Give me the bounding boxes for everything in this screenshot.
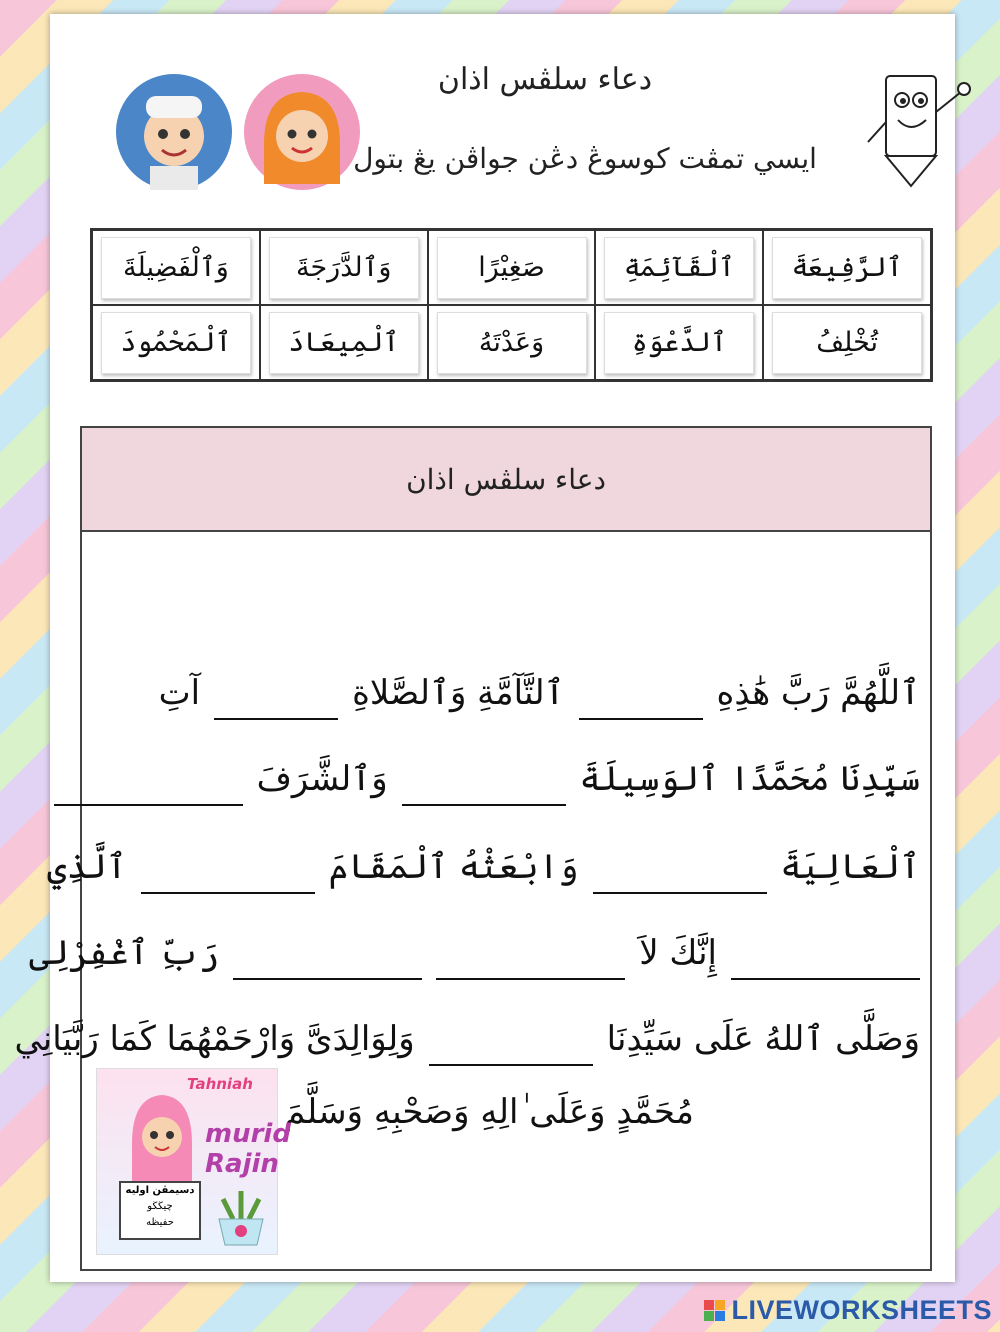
worksheet-title: دعاء سلڤس اذان	[437, 62, 653, 97]
line-text: إِنَّكَ لاَ	[639, 933, 717, 973]
word-bank-cell	[428, 305, 596, 380]
line-text: رَبِّ ٱغْفِرْلِى	[29, 933, 220, 973]
word-bank-cell	[260, 230, 428, 305]
word-chip[interactable]: وَٱلْفَضِيلَةَ	[101, 237, 251, 299]
line-text: آتِ	[158, 673, 201, 713]
word-bank-cell	[92, 305, 260, 380]
answer-blank-8[interactable]	[436, 942, 625, 980]
exercise-heading: دعاء سلڤس اذان	[82, 428, 930, 532]
word-chip[interactable]: ٱلْمِيعَادَ	[269, 312, 419, 374]
word-chip[interactable]: ٱلرَّفِيعَةَ	[772, 237, 922, 299]
exercise-line-1	[159, 672, 920, 720]
exercise-line-6	[284, 1092, 694, 1132]
line-text: وَٱلشَّرَفَ	[256, 759, 388, 799]
answer-blank-9[interactable]	[233, 942, 422, 980]
logo-brand2-text: murid Rajin	[205, 1119, 291, 1179]
line-text: وَلِوَالِدَىَّ وَارْحَمْهُمَا كَمَا رَبَّيَانِي	[14, 1019, 415, 1059]
exercise-line-5	[14, 1018, 920, 1066]
tahniah-logo	[96, 1068, 291, 1255]
liveworksheets-logo-icon	[704, 1300, 725, 1321]
word-bank-cell	[763, 305, 931, 380]
line-text: وَصَلَّى ٱللهُ عَلَى سَيِّدِنَا	[606, 1019, 920, 1059]
word-chip[interactable]: تُخْلِفُ	[772, 312, 922, 374]
pencil-mascot-icon	[856, 62, 986, 192]
exercise-line-3	[47, 846, 920, 894]
word-chip[interactable]: وَٱلدَّرَجَةَ	[269, 237, 419, 299]
girl-avatar-icon	[244, 74, 360, 190]
answer-blank-2[interactable]	[214, 682, 338, 720]
word-chip[interactable]: وَعَدْتَهُ	[437, 312, 587, 374]
word-chip[interactable]: ٱلْقَآئِمَةِ	[604, 237, 754, 299]
word-bank-cell	[595, 305, 763, 380]
plant-pot-icon	[213, 1189, 269, 1247]
answer-blank-7[interactable]	[731, 942, 920, 980]
exercise-line-4	[29, 932, 920, 980]
logo-board-line3: حفيظه	[146, 1217, 174, 1228]
line-text: وَابْعَثْهُ ٱلْمَقَامَ	[328, 847, 579, 887]
answer-blank-10[interactable]	[429, 1028, 593, 1066]
line-text: ٱلْعَالِيَةَ	[780, 847, 920, 887]
answer-blank-1[interactable]	[579, 682, 703, 720]
exercise-line-2	[54, 758, 920, 806]
line-text: ٱلَّذِي	[46, 847, 127, 887]
word-chip[interactable]: صَغِيْرًا	[437, 237, 587, 299]
word-bank-cell	[260, 305, 428, 380]
worksheet-instruction: ايسي تمڤت كوسوڠ دڠن جواڤن يڠ بتول	[353, 142, 817, 175]
answer-blank-4[interactable]	[54, 768, 243, 806]
logo-brand-text: Tahniah	[187, 1075, 253, 1093]
line-text: ٱلتَّآمَّةِ وَٱلصَّلاةِ	[352, 673, 565, 713]
answer-blank-3[interactable]	[402, 768, 566, 806]
answer-blank-5[interactable]	[593, 856, 767, 894]
word-chip[interactable]: ٱلدَّعْوَةِ	[604, 312, 754, 374]
word-chip[interactable]: ٱلْمَحْمُودَ	[101, 312, 251, 374]
logo-board-line2: چيڬڬو	[147, 1201, 173, 1212]
word-bank-cell	[92, 230, 260, 305]
boy-avatar-icon	[116, 74, 232, 190]
word-bank-cell	[595, 230, 763, 305]
line-text: ٱللَّهُمَّ رَبَّ هَٰذِهِ	[716, 673, 920, 713]
line-text: سَيِّدِنَا مُحَمَّدًا ٱلوَسِيلَةَ	[579, 759, 920, 799]
watermark-text: LIVEWORKSHEETS	[731, 1295, 992, 1325]
line-text: مُحَمَّدٍ وَعَلَى ٰالِهِ وَصَحْبِهِ وَسَلَّمَ	[284, 1092, 694, 1132]
word-bank	[90, 228, 933, 382]
logo-board	[119, 1181, 201, 1240]
liveworksheets-watermark	[704, 1295, 992, 1326]
hijab-girl-icon	[127, 1089, 197, 1184]
word-bank-cell	[428, 230, 596, 305]
answer-blank-6[interactable]	[141, 856, 315, 894]
logo-board-line1: دسيمڤن اوليه	[125, 1185, 195, 1196]
word-bank-cell	[763, 230, 931, 305]
